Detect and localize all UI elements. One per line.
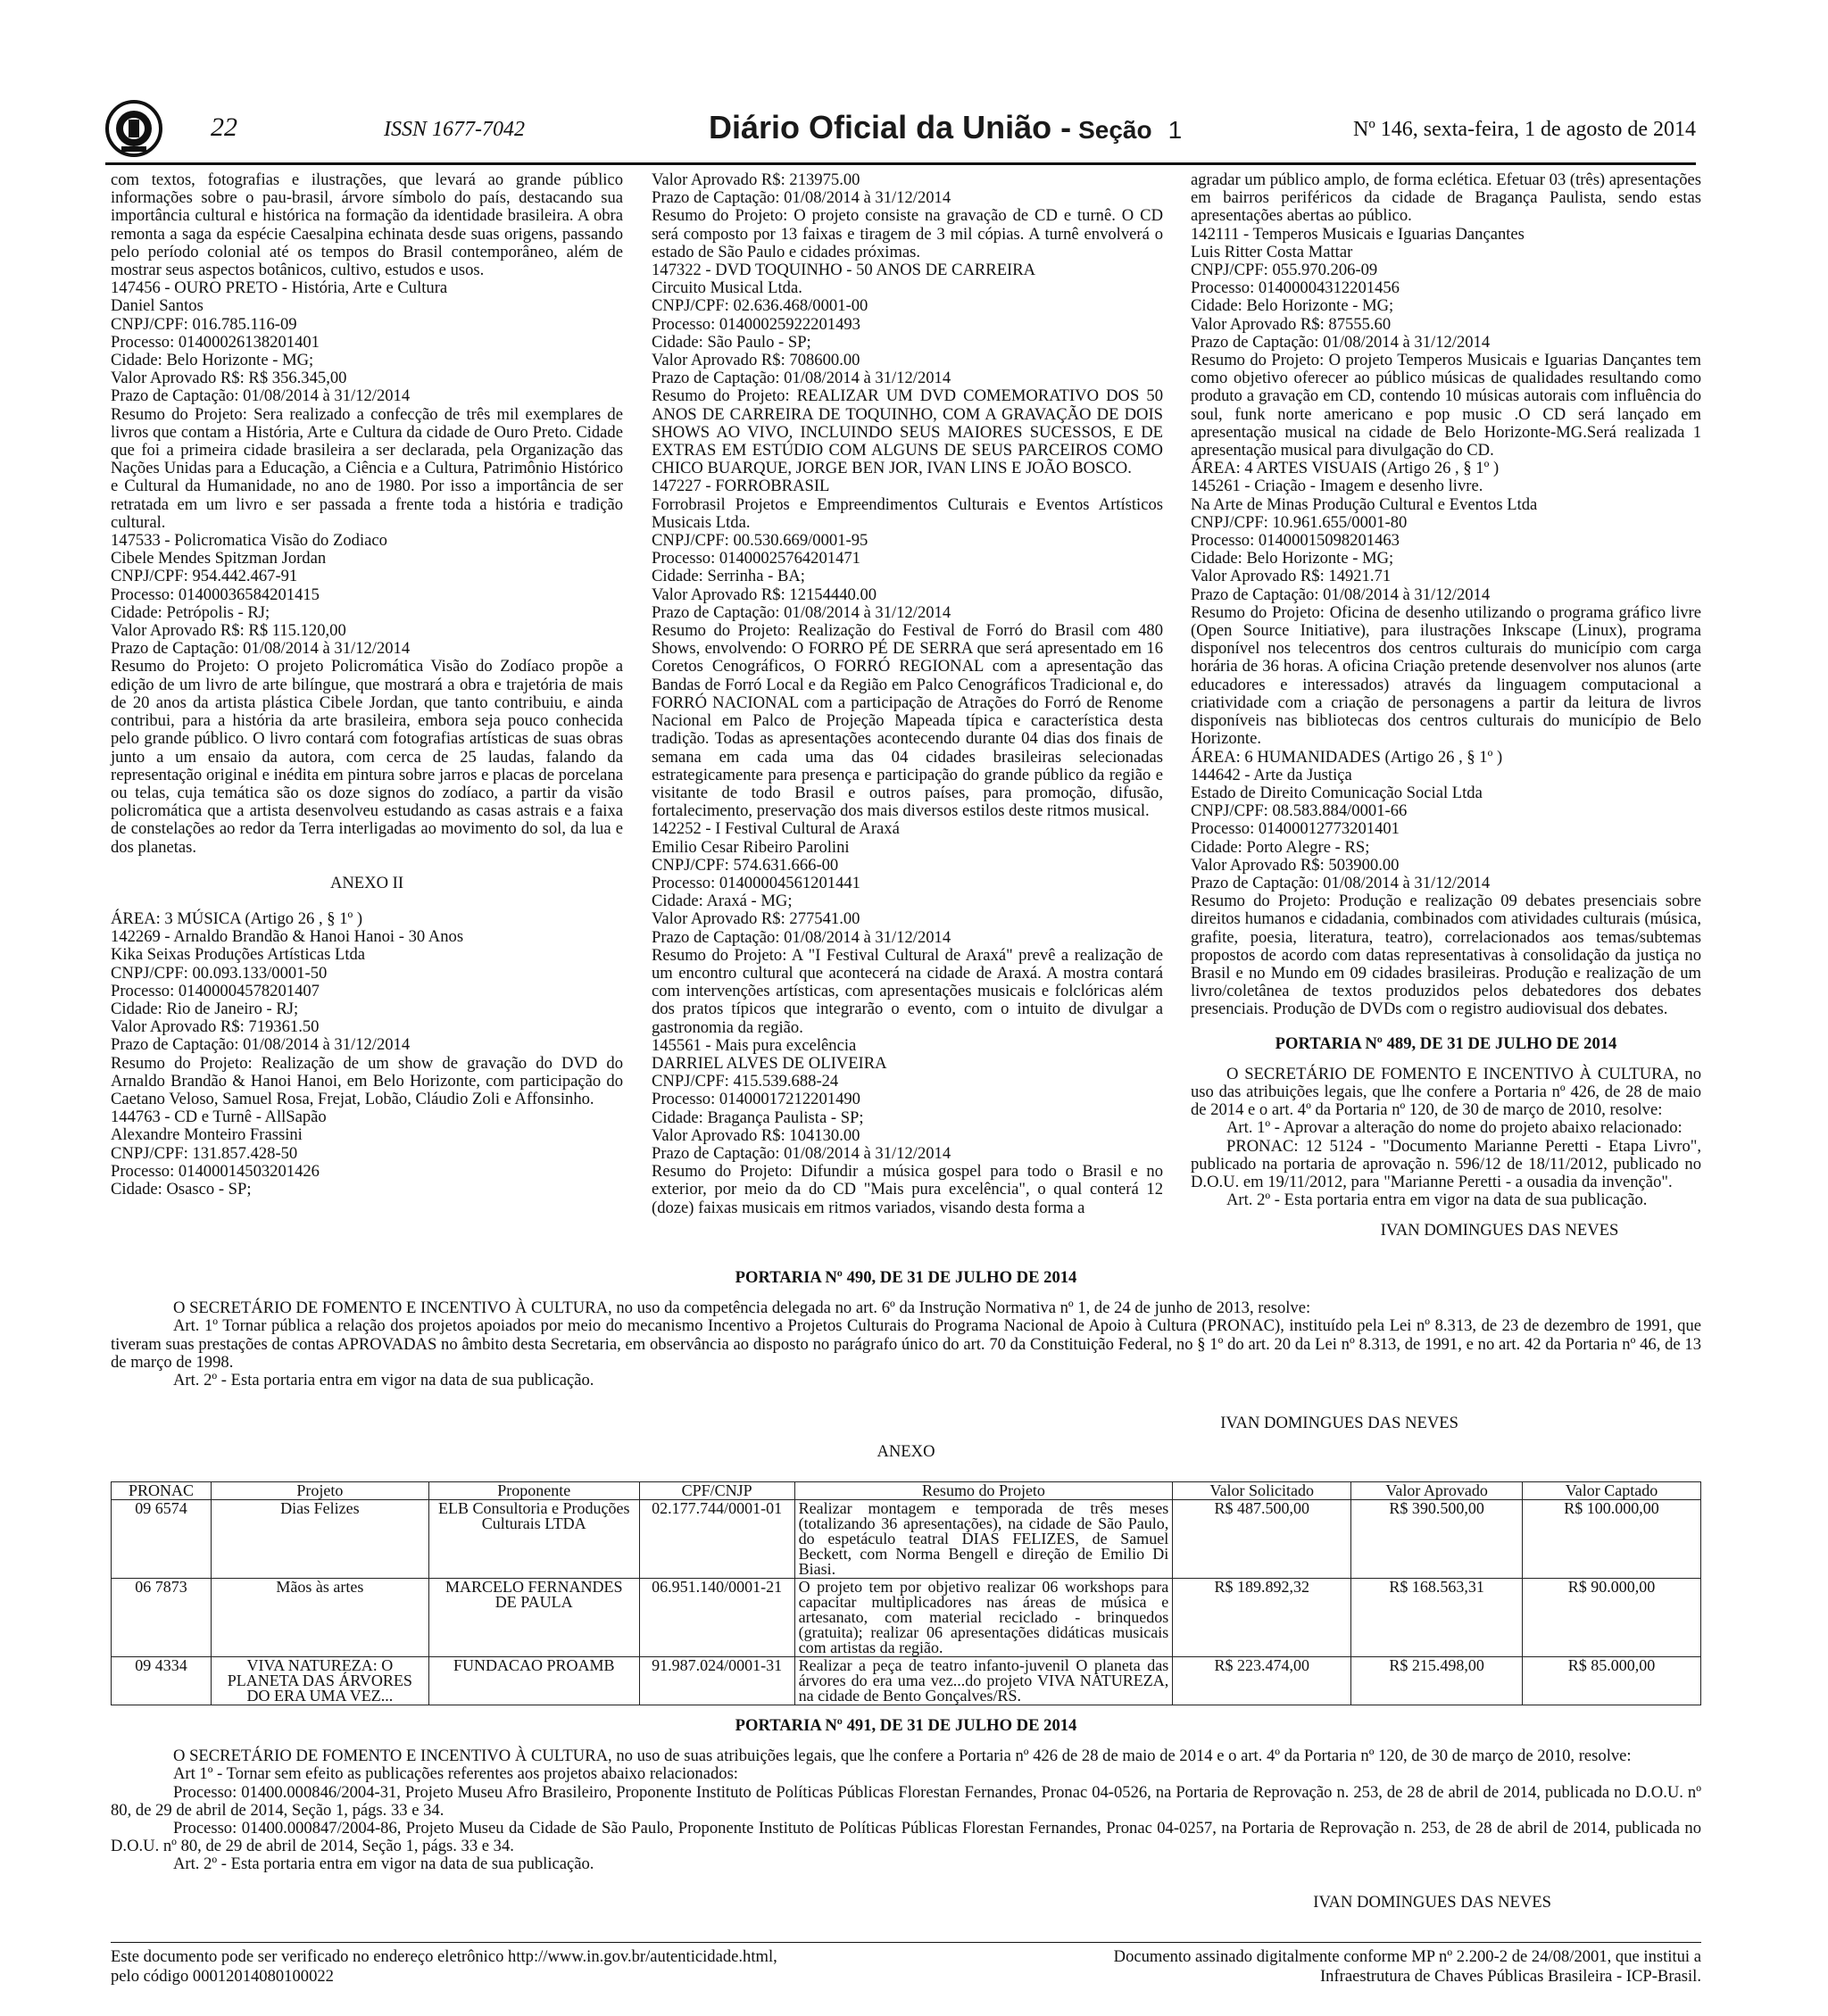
text-entry: Valor Aprovado R$: R$ 115.120,00 [111, 621, 346, 641]
text-entry: Valor Aprovado R$: 719361.50 [111, 1017, 320, 1037]
cell-cpf-cnpj: 06.951.140/0001-21 [639, 1579, 794, 1657]
text-entry: Processo: 01400025764201471 [652, 549, 860, 568]
text-entry: 144763 - CD e Turnê - AllSapão [111, 1108, 327, 1127]
text-entry: CNPJ/CPF: 10.961.655/0001-80 [1191, 512, 1408, 532]
text-entry: Processo: 01400004578201407 [111, 981, 320, 1000]
cell-valor-aprovado: R$ 390.500,00 [1351, 1500, 1523, 1579]
portaria-491-art1: Art 1º - Tornar sem efeito as publicações referentes aos projetos abaixo relacionados: [173, 1764, 738, 1784]
text-entry: Processo: 01400036584201415 [111, 585, 320, 604]
portaria-490-title: PORTARIA Nº 490, DE 31 DE JULHO DE 2014 [735, 1268, 1077, 1287]
text-entry: Resumo do Projeto: Produção e realização 09 debates presenciais sobre direitos humanos e cidadania, combinados com atividades culturais (música, grafite, poesia, literatura, teatro), correlacionados aos temas/subtemas propostos de acordo com datas representativas à consolidação da justiça no Brasil e no Mundo em 09 cidades brasileiras. Produção e realização de um livro/coletânea de textos produzidos pelos debatedores dos debates presenciais. Produção de DVDs com o registro audiovisual dos debates. [1191, 892, 1701, 1019]
text-entry: Valor Aprovado R$: 87555.60 [1191, 314, 1392, 334]
cell-valor-aprovado: R$ 168.563,31 [1351, 1579, 1523, 1657]
text-entry: CNPJ/CPF: 00.530.669/0001-95 [652, 531, 868, 551]
header-valor-solicitado: Valor Solicitado [1173, 1482, 1351, 1500]
portaria-490-preamble: O SECRETÁRIO DE FOMENTO E INCENTIVO À CULTURA, no uso da competência delegada no art. 6º da Instrução Normativa nº 1, de 24 de junho de 2013, resolve: [173, 1298, 1311, 1318]
portaria-490-art1: Art. 1º Tornar pública a relação dos projetos apoiados por meio do mecanismo Incentivo a Projetos Culturais do Programa Nacional de Apoio à Cultura (PRONAC), instituído pela Lei nº 8.313, de 23 de dezembro de 1991, que tiveram suas prestações de contas APROVADAS no âmbito desta Secretaria, em observância ao disposto no parágrafo único do art. 70 da Constituição Federal, no § 1º do art. 20 da Lei nº 8.313, de 1991, e no art. 42 da Portaria nº 46, de 13 de março de 1998. [111, 1316, 1701, 1372]
text-entry: Cidade: Belo Horizonte - MG; [1191, 549, 1394, 568]
column-1-entries [111, 171, 623, 857]
cell-projeto: Dias Felizes [211, 1500, 428, 1579]
text-entry: Luis Ritter Costa Mattar [1191, 242, 1353, 261]
table-row [112, 1657, 1701, 1705]
text-entry: Cidade: Rio de Janeiro - RJ; [111, 999, 299, 1018]
text-entry: Valor Aprovado R$: 14921.71 [1191, 567, 1392, 586]
text-entry: CNPJ/CPF: 055.970.206-09 [1191, 261, 1378, 280]
cell-valor-captado: R$ 90.000,00 [1523, 1579, 1701, 1657]
annex-table [111, 1481, 1701, 1705]
portaria-491-title: PORTARIA Nº 491, DE 31 DE JULHO DE 2014 [735, 1716, 1077, 1735]
column-2-entries [652, 171, 1163, 1217]
text-entry: Emilio Cesar Ribeiro Parolini [652, 837, 850, 857]
portaria-491-processo-2: Processo: 01400.000847/2004-86, Projeto Museu da Cidade de São Paulo, Proponente Instituto de Políticas Públicas Florestan Fernandes, Pronac 04-0257, na Portaria de Reprovação n. 253, de 28 de abril de 2014, publicada no D.O.U. nº 80, de 29 de abril de 2014, Seção 1, págs. 33 e 34. [111, 1819, 1701, 1856]
cell-projeto: VIVA NATUREZA: O PLANETA DAS ÁRVORES DO ERA UMA VEZ... [211, 1657, 428, 1705]
text-entry: CNPJ/CPF: 016.785.116-09 [111, 314, 297, 334]
header-rule [105, 162, 1696, 165]
text-entry: CNPJ/CPF: 131.857.428-50 [111, 1143, 298, 1163]
portaria-491-preamble: O SECRETÁRIO DE FOMENTO E INCENTIVO À CULTURA, no uso de suas atribuições legais, que lhe confere a Portaria nº 426 de 28 de maio de 2014 e o art. 4º da Portaria nº 120, de 30 de março de 2010, resolve: [173, 1746, 1632, 1766]
page-header [105, 100, 1696, 159]
text-entry: Resumo do Projeto: REALIZAR UM DVD COMEMORATIVO DOS 50 ANOS DE CARREIRA DE TOQUINHO, COM A GRAVAÇÃO DE DOIS SHOWS AO VIVO, INCLUINDO SEUS MAIORES SUCESSOS, E DE EXTRAS EM ESTÚDIO COM ALGUNS DE SEUS PARCEIROS COMO CHICO BUARQUE, JORGE BEN JOR, IVAN LINS E JOÃO BOSCO. [652, 386, 1163, 478]
text-entry: Processo: 01400014503201426 [111, 1161, 320, 1181]
column-1-annex-entries [111, 910, 623, 1199]
portaria-489-signature: IVAN DOMINGUES DAS NEVES [1380, 1221, 1619, 1240]
text-entry: Cidade: São Paulo - SP; [652, 332, 811, 352]
header-pronac: PRONAC [112, 1482, 212, 1500]
text-entry: Resumo do Projeto: O projeto Temperos Musicais e Iguarias Dançantes tem como objetivo oferecer ao público músicas de qualidades resultando como produto a gravação em CD, contendo 10 músicas autorais com influência do soul, funk norte americano e pop music .O CD será lançado em apresentação musical na cidade de Belo Horizonte-MG.Será realizada 1 apresentação musical para divulgação do CD. [1191, 351, 1701, 460]
column-2 [652, 171, 1163, 1217]
imprensa-nacional-seal-icon [105, 100, 162, 157]
portaria-491 [111, 1717, 1701, 1912]
text-entry: Cibele Mendes Spitzman Jordan [111, 549, 327, 568]
header-cpf-cnpj: CPF/CNJP [639, 1482, 794, 1500]
portaria-491-processo-1: Processo: 01400.000846/2004-31, Projeto Museu Afro Brasileiro, Proponente Instituto de Políticas Públicas Florestan Fernandes, Pronac 04-0526, na Portaria de Reprovação n. 253, de 28 de abril de 2014, publicada no D.O.U. nº 80, de 29 de abril de 2014, Seção 1, págs. 33 e 34. [111, 1782, 1701, 1820]
annex-ii-title: ANEXO II [329, 873, 404, 892]
cell-resumo: O projeto tem por objetivo realizar 06 workshops para capacitar multiplicadores nas áreas de música e artesanato, com material reciclado - brinquedos (gratuita); realizar 06 apresentações didáticas musicais com artistas da região. [794, 1579, 1173, 1657]
text-entry: Processo: 01400025922201493 [652, 314, 860, 334]
text-entry: Prazo de Captação: 01/08/2014 à 31/12/2014 [652, 369, 951, 388]
title-text: Diário Oficial da União - [709, 109, 1072, 145]
text-entry: agradar um público amplo, de forma eclética. Efetuar 03 (três) apresentações em bairros periféricos da cidade de Bragança Paulista, sendo estas apresentações abertas ao público. [1191, 170, 1702, 226]
portaria-490 [111, 1269, 1701, 1462]
table-row [112, 1579, 1701, 1657]
text-entry: ÁREA: 4 ARTES VISUAIS (Artigo 26 , § 1º ) [1191, 459, 1500, 478]
issn: ISSN 1677-7042 [384, 118, 525, 141]
cell-valor-solicitado: R$ 487.500,00 [1173, 1500, 1351, 1579]
portaria-491-signature: IVAN DOMINGUES DAS NEVES [1313, 1892, 1551, 1912]
header-proponente: Proponente [428, 1482, 639, 1500]
text-entry: CNPJ/CPF: 00.093.133/0001-50 [111, 963, 328, 983]
text-entry: Processo: 01400026138201401 [111, 332, 320, 352]
text-entry: CNPJ/CPF: 574.631.666-00 [652, 855, 839, 875]
text-entry: 147533 - Policromatica Visão do Zodiaco [111, 531, 387, 551]
text-entry: CNPJ/CPF: 02.636.468/0001-00 [652, 296, 868, 316]
text-entry: Processo: 01400004312201456 [1191, 278, 1400, 298]
text-entry: Cidade: Bragança Paulista - SP; [652, 1108, 864, 1127]
text-entry: Valor Aprovado R$: 213975.00 [652, 170, 860, 189]
footer-signature-line-2: Infraestrutura de Chaves Públicas Brasileira - ICP-Brasil. [1319, 1967, 1701, 1986]
text-entry: Prazo de Captação: 01/08/2014 à 31/12/2014 [111, 386, 411, 406]
text-entry: 142111 - Temperos Musicais e Iguarias Dançantes [1191, 224, 1525, 244]
cell-resumo: Realizar montagem e temporada de três meses (totalizando 36 apresentações), na cidade de São Paulo, do espetáculo teatral DIAS FELIZES, de Samuel Beckett, com Norma Bengell e direção de Emilio Di Biasi. [794, 1500, 1173, 1579]
text-entry: Prazo de Captação: 01/08/2014 à 31/12/2014 [652, 927, 951, 947]
text-entry: Prazo de Captação: 01/08/2014 à 31/12/2014 [652, 1143, 951, 1163]
text-entry: Valor Aprovado R$: 104130.00 [652, 1125, 860, 1145]
text-entry: Cidade: Osasco - SP; [111, 1179, 252, 1199]
text-entry: Kika Seixas Produções Artísticas Ltda [111, 945, 366, 965]
portaria-490-art2: Art. 2º - Esta portaria entra em vigor na data de sua publicação. [173, 1371, 594, 1390]
header-valor-aprovado: Valor Aprovado [1351, 1482, 1523, 1500]
footer-signature-line-1: Documento assinado digitalmente conforme MP nº 2.200-2 de 24/08/2001, que institui a [1113, 1947, 1701, 1966]
text-entry: Prazo de Captação: 01/08/2014 à 31/12/2014 [111, 1035, 411, 1055]
footer-rule [111, 1942, 1701, 1943]
text-entry: Resumo do Projeto: O projeto consiste na gravação de CD e turnê. O CD será composto por 13 faixas e tiragem de 3 mil cópias. A turnê envolverá o estado de São Paulo e cidades próximas. [652, 206, 1163, 261]
text-entry: Resumo do Projeto: Sera realizado a confecção de três mil exemplares de livros que contam a História, Arte e Cultura da cidade de Ouro Preto. Cidade que foi a primeira cidade brasileira a ser declarada, pela Organização das Nações Unidas para a Educação, a Ciência e a Cultura, Patrimônio Histórico e Cultural da Humanidade, no ano de 1980. Por isso a importância de ser retratada em um livro e ser passada a frente toda a história e tradição cultural. [111, 404, 623, 532]
text-entry: Processo: 01400015098201463 [1191, 531, 1400, 551]
column-1 [111, 171, 623, 1199]
text-entry: Forrobrasil Projetos e Empreendimentos Culturais e Eventos Artísticos Musicais Ltda. [652, 494, 1163, 532]
cell-pronac: 09 6574 [112, 1500, 212, 1579]
text-entry: 142269 - Arnaldo Brandão & Hanoi Hanoi - 30 Anos [111, 927, 464, 947]
text-entry: DARRIEL ALVES DE OLIVEIRA [652, 1053, 887, 1073]
text-entry: Prazo de Captação: 01/08/2014 à 31/12/2014 [1191, 585, 1491, 604]
text-entry: Valor Aprovado R$: 12154440.00 [652, 585, 877, 604]
text-entry: Resumo do Projeto: A "I Festival Cultural de Araxá" prevê a realização de um encontro cultural que acontecerá na cidade de Araxá. A mostra contará com intervenções artísticas, com apresentações musicais e folclóricas além dos pratos típicos que integrarão o evento, com o intuito de divulgar a gastronomia da região. [652, 945, 1163, 1037]
portaria-489-art2: Art. 2º - Esta portaria entra em vigor na data de sua publicação. [1226, 1191, 1648, 1210]
text-entry: Valor Aprovado R$: 503900.00 [1191, 855, 1400, 875]
text-entry: Alexandre Monteiro Frassini [111, 1125, 303, 1145]
cell-valor-captado: R$ 100.000,00 [1523, 1500, 1701, 1579]
text-entry: Processo: 01400017212201490 [652, 1090, 860, 1109]
text-entry: Prazo de Captação: 01/08/2014 à 31/12/2014 [111, 639, 411, 659]
text-entry: Prazo de Captação: 01/08/2014 à 31/12/2014 [1191, 332, 1491, 352]
cell-pronac: 06 7873 [112, 1579, 212, 1657]
text-entry: 145561 - Mais pura excelência [652, 1035, 857, 1055]
text-entry: Cidade: Petrópolis - RJ; [111, 602, 270, 622]
cell-valor-captado: R$ 85.000,00 [1523, 1657, 1701, 1705]
text-entry: com textos, fotografias e ilustrações, que levará ao grande público informações sobre o pau-brasil, árvore símbolo do país, destacando sua importância cultural e histórica na formação da identidade brasileira. A obra remonta a saga da espécie Caesalpina echinata desde suas origens, passando pelo período colonial até os tempos do Brasil contemporâneo, além de mostrar seus aspectos botânicos, cultivo, estudos e usos. [111, 170, 623, 280]
text-entry: 145261 - Criação - Imagem e desenho livre. [1191, 477, 1483, 496]
text-entry: 147456 - OURO PRETO - História, Arte e Cultura [111, 278, 448, 298]
text-entry: Valor Aprovado R$: 277541.00 [652, 909, 860, 929]
text-entry: Daniel Santos [111, 296, 204, 316]
portaria-491-art2: Art. 2º - Esta portaria entra em vigor na data de sua publicação. [173, 1854, 594, 1874]
text-entry: Cidade: Serrinha - BA; [652, 567, 805, 586]
cell-cpf-cnpj: 91.987.024/0001-31 [639, 1657, 794, 1705]
table-row [112, 1500, 1701, 1579]
text-entry: Valor Aprovado R$: R$ 356.345,00 [111, 369, 347, 388]
annex-table-header [112, 1482, 1701, 1500]
text-entry: Cidade: Belo Horizonte - MG; [111, 351, 314, 370]
page-number: 22 [211, 112, 237, 142]
portaria-489-art1: Art. 1º - Aprovar a alteração do nome do projeto abaixo relacionado: [1226, 1118, 1683, 1138]
text-entry: Resumo do Projeto: Difundir a música gospel para todo o Brasil e no exterior, por meio da do CD "Mais pura excelência", o qual conterá 12 (doze) faixas musicais em ritmos variados, visando desta forma a [652, 1162, 1163, 1217]
annex-title: ANEXO [877, 1442, 935, 1462]
issue-dateline: Nº 146, sexta-feira, 1 de agosto de 2014 [1353, 118, 1696, 141]
cell-cpf-cnpj: 02.177.744/0001-01 [639, 1500, 794, 1579]
text-entry: Processo: 01400004561201441 [652, 873, 860, 892]
text-entry: Prazo de Captação: 01/08/2014 à 31/12/2014 [1191, 873, 1491, 892]
header-valor-captado: Valor Captado [1523, 1482, 1701, 1500]
portaria-489-preamble: O SECRETÁRIO DE FOMENTO E INCENTIVO À CULTURA, no uso das atribuições legais, que lhe confere a Portaria nº 426, de 28 de maio de 2014 e o art. 4º da Portaria nº 120, de 30 de março de 2010, resolve: [1191, 1064, 1701, 1120]
header-resumo: Resumo do Projeto [794, 1482, 1173, 1500]
text-entry: 147322 - DVD TOQUINHO - 50 ANOS DE CARREIRA [652, 261, 1036, 280]
text-entry: Resumo do Projeto: Oficina de desenho utilizando o programa gráfico livre (Open Source Initiative), para ilustrações Inkscape (Linux), programa disponível nos telecentros dos centros culturais do município com carga horária de 36 horas. A oficina Criação pretende desenvolver nos alunos (arte educadores e interessados) através da linguagem computacional a criatividade com a criação de personagens a partir da leitura de livros disponíveis nas bibliotecas dos centros culturais do município de Belo Horizonte. [1191, 602, 1701, 749]
text-entry: Resumo do Projeto: O projeto Policromática Visão do Zodíaco propõe a edição de um livro de arte bilíngue, que mostrará a obra e trajetória de mais de 20 anos da artista plástica Cibele Jordan, que tanto contribuiu, e ainda contribui, para a história da arte brasileira, embora seja pouco conhecida pelo grande público. O livro contará com fotografias artísticas de suas obras junto a um ensaio da autora, com cerca de 25 laudas, falando da representação original e inédita em pintura sobre jarros e placas de porcelana ou telas, cuja temática são os doze signos do zodíaco, a partir da visão policromática que a artista desenvolveu estudando as casas astrais e a faixa de constelações ao redor da Terra interligadas ao movimento do sol, da lua e dos planetas. [111, 657, 623, 857]
cell-resumo: Realizar a peça de teatro infanto-juvenil O planeta das árvores do era uma vez...do projeto VIVA NATUREZA, na cidade de Bento Gonçalves/RS. [794, 1657, 1173, 1705]
text-entry: ÁREA: 6 HUMANIDADES (Artigo 26 , § 1º ) [1191, 747, 1503, 767]
text-entry: Processo: 01400012773201401 [1191, 819, 1400, 839]
portaria-489-title: PORTARIA Nº 489, DE 31 DE JULHO DE 2014 [1275, 1033, 1617, 1053]
text-entry: Prazo de Captação: 01/08/2014 à 31/12/2014 [652, 602, 951, 622]
text-entry: ÁREA: 3 MÚSICA (Artigo 26 , § 1º ) [111, 908, 363, 928]
text-entry: CNPJ/CPF: 954.442.467-91 [111, 567, 298, 586]
footer-signature-note [1114, 1947, 1701, 1987]
portaria-489-pronac: PRONAC: 12 5124 - "Documento Marianne Peretti - Etapa Livro", publicado na portaria de aprovação n. 596/12 de 18/11/2012, publicado no D.O.U. em 19/11/2012, para "Marianne Peretti - a ousadia da invenção". [1191, 1136, 1701, 1191]
column-3 [1191, 171, 1701, 1240]
column-3-entries [1191, 171, 1701, 1019]
cell-valor-aprovado: R$ 215.498,00 [1351, 1657, 1523, 1705]
cell-proponente: MARCELO FERNANDES DE PAULA [428, 1579, 639, 1657]
footer-verification [111, 1947, 777, 1987]
text-entry: Circuito Musical Ltda. [652, 278, 802, 298]
section-number: 1 [1167, 116, 1183, 144]
footer-verification-code: pelo código 00012014080100022 [111, 1967, 334, 1986]
text-entry: Na Arte de Minas Produção Cultural e Eventos Ltda [1191, 494, 1538, 514]
section-label: Seção [1078, 116, 1152, 144]
cell-pronac: 09 4334 [112, 1657, 212, 1705]
cell-proponente: ELB Consultoria e Produções Culturais LTDA [428, 1500, 639, 1579]
text-entry: CNPJ/CPF: 415.539.688-24 [652, 1072, 839, 1091]
text-entry: Estado de Direito Comunicação Social Ltda [1191, 783, 1483, 802]
cell-valor-solicitado: R$ 189.892,32 [1173, 1579, 1351, 1657]
text-entry: 142252 - I Festival Cultural de Araxá [652, 819, 900, 839]
text-entry: Valor Aprovado R$: 708600.00 [652, 351, 860, 370]
text-entry: 144642 - Arte da Justiça [1191, 765, 1352, 784]
text-entry: Resumo do Projeto: Realização do Festival de Forró do Brasil com 480 Shows, envolvendo: O FORRO PÉ DE SERRA que será apresentado em 16 Coretos Cenográficos, O FORRÓ REGIONAL com a apresentação das Bandas de Forró Local e da Região em Palco Cenográficos Tradicional e, do FORRÓ NACIONAL com a participação de Atrações do Forró de Renome Nacional em Palco de Projeção Mapeada típica e característica desta tradição. Todas as apresentações acontecendo durante 04 dias dos finais de semana em cada uma das 04 cidades brasileiras selecionadas estrategicamente para presença e participação do grande público da região e visitante de todo Brasil e outros países, para promoção, difusão, fortalecimento, preservação dos mais diversos estilos deste ritmos musical. [652, 621, 1163, 821]
cell-valor-solicitado: R$ 223.474,00 [1173, 1657, 1351, 1705]
text-entry: CNPJ/CPF: 08.583.884/0001-66 [1191, 801, 1408, 821]
cell-projeto: Mãos às artes [211, 1579, 428, 1657]
portaria-490-signature: IVAN DOMINGUES DAS NEVES [1220, 1414, 1458, 1433]
text-entry: Cidade: Belo Horizonte - MG; [1191, 296, 1394, 316]
publication-title [709, 109, 1182, 146]
text-entry: Prazo de Captação: 01/08/2014 à 31/12/2014 [652, 188, 951, 208]
text-entry: Resumo do Projeto: Realização de um show de gravação do DVD do Arnaldo Brandão & Hanoi Hanoi, em Belo Horizonte, com participação do Caetano Veloso, Samuel Rosa, Frejat, Lobão, Cláudio Zoli e Affonsinho. [111, 1053, 623, 1108]
text-entry: 147227 - FORROBRASIL [652, 477, 830, 496]
text-entry: Cidade: Araxá - MG; [652, 892, 793, 911]
header-projeto: Projeto [211, 1482, 428, 1500]
cell-proponente: FUNDACAO PROAMB [428, 1657, 639, 1705]
footer-verification-url: Este documento pode ser verificado no endereço eletrônico http://www.in.gov.br/autenticidade.html, [111, 1947, 777, 1966]
text-entry: Cidade: Porto Alegre - RS; [1191, 837, 1370, 857]
